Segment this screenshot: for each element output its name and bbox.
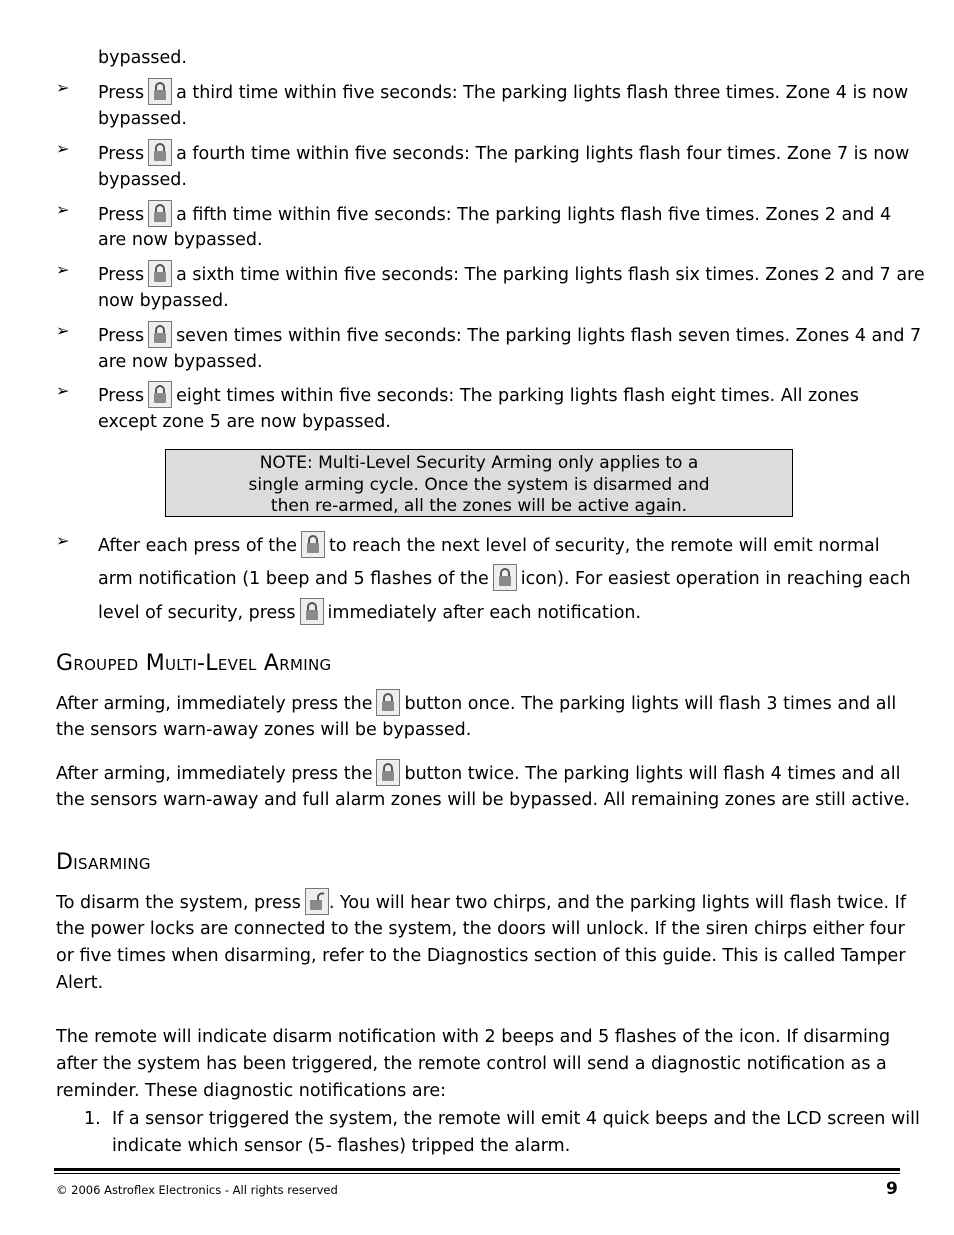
copyright: © 2006 Astroflex Electronics - All rights reserved: [56, 1183, 338, 1197]
unlock-icon: [305, 888, 329, 915]
lock-icon: [148, 321, 172, 348]
text-span: button twice. The parking lights will flash 4 times and all: [404, 764, 901, 784]
bullet-cont: are now bypassed.: [98, 230, 263, 250]
text-span: button once. The parking lights will flash 3 times and all: [404, 694, 897, 714]
paragraph-line: after the system has been triggered, the remote control will send a diagnostic notification as a: [56, 1054, 887, 1074]
lock-icon: [148, 381, 172, 408]
lock-icon: [376, 759, 400, 786]
bullet-text: a fifth time within five seconds: The parking lights flash five times. Zones 2 and 4: [176, 205, 892, 225]
press-label: Press: [98, 265, 145, 285]
bullet-line: [98, 531, 880, 558]
bullet-line: [98, 598, 641, 625]
note-text: : Multi-Level Security Arming only applies to a: [306, 453, 699, 473]
paragraph-line: reminder. These diagnostic notifications are:: [56, 1081, 447, 1101]
list-number: 1.: [84, 1109, 101, 1129]
lock-icon: [376, 689, 400, 716]
paragraph-line: The remote will indicate disarm notification with 2 beeps and 5 flashes of the icon. If disarming: [56, 1027, 891, 1047]
note-text: single arming cycle. Once the system is disarmed and: [248, 474, 710, 495]
bullet-cont: except zone 5 are now bypassed.: [98, 412, 391, 432]
note-label: NOTE: [259, 453, 307, 473]
bullet-line: [98, 139, 909, 166]
text-span: After arming, immediately press the: [56, 694, 373, 714]
text-span: immediately after each notification.: [327, 603, 642, 623]
lock-icon: [148, 139, 172, 166]
text-span: After arming, immediately press the: [56, 764, 373, 784]
press-label: Press: [98, 205, 145, 225]
arrow-bullet: ➢: [56, 321, 70, 340]
bullet-line: [98, 260, 925, 287]
paragraph-line: the sensors warn-away and full alarm zones will be bypassed. All remaining zones are still active.: [56, 790, 911, 810]
bullet-line: [98, 200, 891, 227]
arrow-bullet: ➢: [56, 260, 70, 279]
arrow-bullet: ➢: [56, 200, 70, 219]
text-span: level of security, press: [98, 603, 296, 623]
press-label: Press: [98, 144, 145, 164]
text-span: icon). For easiest operation in reaching each: [520, 569, 911, 589]
press-label: Press: [98, 83, 145, 103]
bullet-text: seven times within five seconds: The parking lights flash seven times. Zones 4 and 7: [176, 326, 922, 346]
footer-rule: [54, 1173, 900, 1174]
section-heading-grouped: Grouped Multi-Level Arming: [56, 651, 332, 676]
section-heading-disarming: Disarming: [56, 850, 151, 875]
bullet-line: [98, 381, 859, 408]
bullet-line: [98, 564, 911, 591]
page-number: 9: [886, 1179, 898, 1199]
paragraph-line: [56, 888, 906, 915]
paragraph-line: [56, 759, 901, 786]
note-text: then re-armed, all the zones will be active again.: [270, 496, 688, 516]
bullet-cont: bypassed.: [98, 109, 187, 129]
paragraph-line: the power locks are connected to the system, the doors will unlock. If the siren chirps either four: [56, 919, 905, 939]
bullet-line: [98, 78, 908, 105]
lock-icon: [493, 564, 517, 591]
text-span: to reach the next level of security, the remote will emit normal: [329, 536, 880, 556]
text-line: bypassed.: [98, 48, 187, 68]
bullet-text: a sixth time within five seconds: The parking lights flash six times. Zones 2 and 7 are: [176, 265, 925, 285]
lock-icon: [148, 200, 172, 227]
footer-rule: [54, 1168, 900, 1171]
bullet-cont: now bypassed.: [98, 291, 229, 311]
bullet-cont: bypassed.: [98, 170, 187, 190]
list-item: If a sensor triggered the system, the remote will emit 4 quick beeps and the LCD screen will: [112, 1109, 920, 1129]
arrow-bullet: ➢: [56, 381, 70, 400]
bullet-text: eight times within five seconds: The parking lights flash eight times. All zones: [176, 386, 859, 406]
paragraph-line: or five times when disarming, refer to the Diagnostics section of this guide. This is called Tamper: [56, 946, 906, 966]
bullet-cont: are now bypassed.: [98, 352, 263, 372]
paragraph-line: the sensors warn-away zones will be bypassed.: [56, 720, 472, 740]
text-span: . You will hear two chirps, and the parking lights will flash twice. If: [328, 893, 906, 913]
arrow-bullet: ➢: [56, 531, 70, 550]
list-item: indicate which sensor (5- flashes) tripped the alarm.: [112, 1136, 571, 1156]
bullet-text: a fourth time within five seconds: The parking lights flash four times. Zone 7 is now: [176, 144, 910, 164]
press-label: Press: [98, 326, 145, 346]
bullet-line: [98, 321, 921, 348]
text-span: After each press of the: [98, 536, 297, 556]
arrow-bullet: ➢: [56, 78, 70, 97]
lock-icon: [300, 598, 324, 625]
press-label: Press: [98, 386, 145, 406]
lock-icon: [148, 260, 172, 287]
paragraph-line: Alert.: [56, 973, 104, 993]
text-span: To disarm the system, press: [56, 893, 301, 913]
lock-icon: [301, 531, 325, 558]
paragraph-line: [56, 689, 896, 716]
note-box: [165, 449, 793, 517]
text-span: arm notification (1 beep and 5 flashes of the: [98, 569, 489, 589]
lock-icon: [148, 78, 172, 105]
arrow-bullet: ➢: [56, 139, 70, 158]
bullet-text: a third time within five seconds: The parking lights flash three times. Zone 4 is now: [176, 83, 909, 103]
